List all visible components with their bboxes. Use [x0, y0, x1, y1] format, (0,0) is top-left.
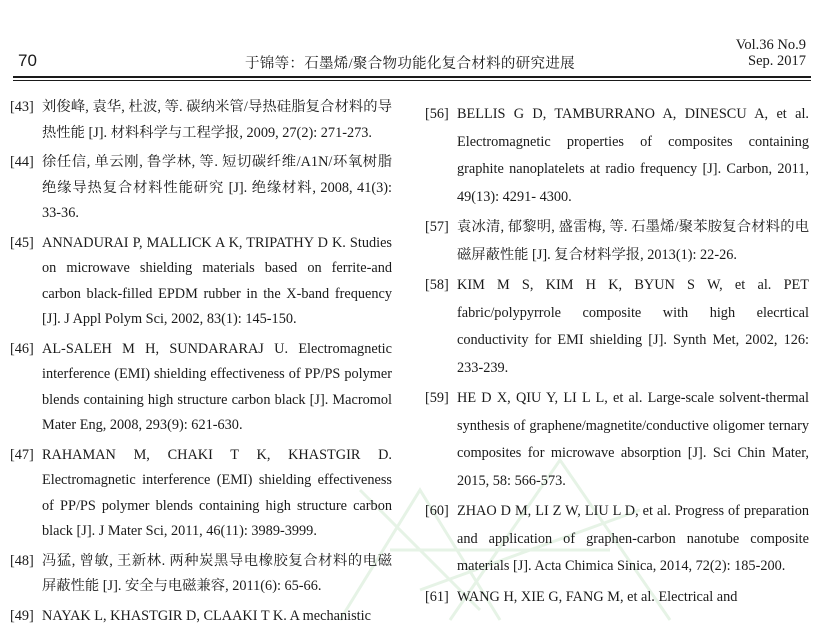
volume-number: Vol.36 No.9 [735, 37, 806, 53]
reference-item [425, 584, 809, 612]
reference-number: [56] [425, 106, 449, 122]
reference-text: 刘俊峰, 袁华, 杜波, 等. 碳纳米管/导热硅脂复合材料的导热性能 [J]. 材料科学与工程学报, 2009, 27(2): 271-273. [42, 99, 392, 141]
reference-number: [61] [425, 588, 449, 605]
reference-number: [59] [425, 390, 449, 406]
issue-date: Sep. 2017 [748, 53, 806, 69]
page-number: 70 [18, 51, 37, 70]
left-reference-column [10, 95, 392, 633]
reference-item [10, 549, 392, 600]
reference-item [425, 272, 809, 382]
header-rule-thick [13, 76, 811, 78]
reference-text: RAHAMAN M, CHAKI T K, KHASTGIR D. Electromagnetic interference (EMI) shielding effectiveness of PP/PS polymer blends containing high structure carbon black [J]. J Mater Sci, 2011, 46(11): 3989-3999. [42, 446, 392, 539]
reference-number: [43] [10, 99, 34, 115]
reference-item [10, 337, 392, 439]
reference-text: 徐任信, 单云刚, 鲁学林, 等. 短切碳纤维/A1N/环氧树脂绝缘导热复合材料性能研究 [J]. 绝缘材料, 2008, 41(3): 33-36. [42, 154, 392, 221]
reference-text: AL-SALEH M H, SUNDARARAJ U. Electromagnetic interference (EMI) shielding effectiveness of PP/PS polymer blends containing high structure carbon black [J]. Macromol Mater Eng, 2008, 293(9): 621-630. [42, 340, 392, 433]
reference-text: WANG H, XIE G, FANG M, et al. Electrical and [457, 588, 738, 605]
reference-item [425, 101, 809, 211]
reference-item [10, 604, 392, 630]
reference-item [425, 385, 809, 495]
reference-number: [49] [10, 607, 34, 624]
reference-text: ANNADURAI P, MALLICK A K, TRIPATHY D K. Studies on microwave shielding materials based on ferrite-and carbon black-filled EPDM rubber in the X-band frequency [J]. J Appl Polym Sci, 2002, 83(1): 145-150. [42, 234, 392, 327]
running-title: 于锦等：石墨烯/聚合物功能化复合材料的研究进展 [245, 56, 575, 72]
reference-item [425, 498, 809, 581]
reference-number: [46] [10, 340, 34, 357]
reference-number: [60] [425, 503, 449, 519]
reference-number: [47] [10, 446, 34, 463]
reference-number: [44] [10, 154, 34, 170]
reference-item [10, 231, 392, 333]
reference-number: [45] [10, 234, 34, 251]
reference-item [425, 214, 809, 269]
reference-text: HE D X, QIU Y, LI L L, et al. Large-scale solvent-thermal synthesis of graphene/magnetite/conductive oligomer ternary composites for microwave absorption [J]. Sci Chin Mater, 2015, 58: 566-573. [457, 390, 809, 489]
volume-info [736, 37, 806, 69]
reference-item [10, 443, 392, 545]
reference-item [10, 150, 392, 227]
reference-number: [48] [10, 552, 34, 569]
reference-text: 袁冰清, 郁黎明, 盛雷梅, 等. 石墨烯/聚苯胺复合材料的电磁屏蔽性能 [J]. 复合材料学报, 2013(1): 22-26. [457, 219, 809, 263]
reference-text: NAYAK L, KHASTGIR D, CLAAKI T K. A mechanistic [42, 607, 371, 624]
header-rule-thin [13, 80, 811, 81]
reference-text: 冯猛, 曾敏, 王新林. 两种炭黑导电橡胶复合材料的电磁屏蔽性能 [J]. 安全与电磁兼容, 2011(6): 65-66. [42, 552, 392, 594]
reference-text: KIM M S, KIM H K, BYUN S W, et al. PET fabric/polypyrrole composite with high elecrtical conductivity for EMI shielding [J]. Synth Met, 2002, 126: 233-239. [457, 277, 809, 376]
reference-text: BELLIS G D, TAMBURRANO A, DINESCU A, et al. Electromagnetic properties of composites containing graphite nanoplatelets at radio frequency [J]. Carbon, 2011, 49(13): 4291- 4300. [457, 106, 809, 205]
reference-item [10, 95, 392, 146]
reference-number: [58] [425, 277, 449, 293]
reference-number: [57] [425, 219, 449, 235]
right-reference-column [425, 101, 809, 614]
reference-text: ZHAO D M, LI Z W, LIU L D, et al. Progress of preparation and application of graphen-carbon nanotube composite materials [J]. Acta Chimica Sinica, 2014, 72(2): 185-200. [457, 503, 809, 574]
